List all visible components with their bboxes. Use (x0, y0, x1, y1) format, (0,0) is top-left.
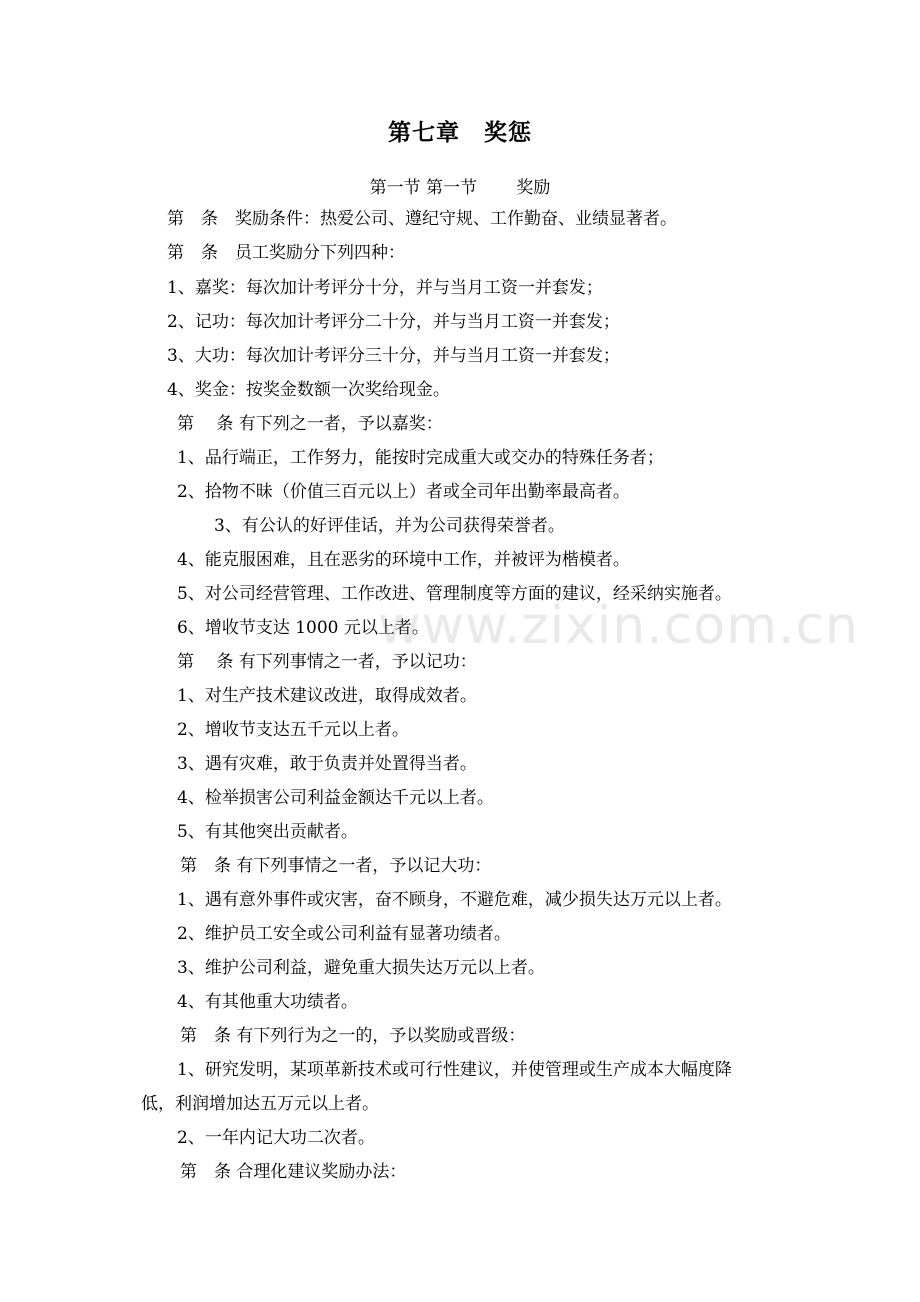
list-item: 2、增收节支达五千元以上者。 (177, 720, 409, 740)
article-line: 第 条 有下列事情之一者，予以记功： (177, 652, 477, 672)
list-item: 1、遇有意外事件或灾害，奋不顾身，不避危难，减少损失达万元以上者。 (177, 890, 732, 910)
list-item: 2、一年内记大功二次者。 (177, 1128, 375, 1148)
list-item: 1、品行端正，工作努力，能按时完成重大或交办的特殊任务者； (177, 448, 664, 468)
list-item: 1、对生产技术建议改进，取得成效者。 (177, 686, 477, 706)
article-line: 第 条 合理化建议奖励办法： (180, 1162, 407, 1182)
chapter-title: 第七章 奖惩 (388, 120, 532, 146)
article-line: 第 条 奖励条件：热爱公司、遵纪守规、工作勤奋、业绩显著者。 (167, 209, 677, 229)
watermark: www.zixin.com.cn (378, 596, 859, 656)
list-item: 5、有其他突出贡献者。 (177, 822, 358, 842)
article-line: 第 条 员工奖励分下列四种： (167, 243, 405, 263)
article-line: 第 条 有下列事情之一者，予以记大功： (180, 856, 492, 876)
list-item: 3、维护公司利益，避免重大损失达万元以上者。 (177, 958, 545, 978)
list-item-continuation: 低，利润增加达五万元以上者。 (141, 1094, 379, 1114)
list-item: 3、遇有灾难，敢于负责并处置得当者。 (177, 754, 477, 774)
article-line: 第 条 有下列行为之一的，予以奖励或晋级： (180, 1026, 526, 1046)
list-item: 6、增收节支达 1000 元以上者。 (177, 618, 429, 638)
list-item: 3、有公认的好评佳话，并为公司获得荣誉者。 (214, 516, 565, 536)
list-item: 2、维护员工安全或公司利益有显著功绩者。 (177, 924, 511, 944)
list-item: 4、检举损害公司利益金额达千元以上者。 (177, 788, 494, 808)
list-item: 2、拾物不昧（价值三百元以上）者或全司年出勤率最高者。 (177, 482, 630, 502)
list-item: 4、奖金：按奖金数额一次奖给现金。 (167, 380, 450, 400)
article-line: 第 条 有下列之一者，予以嘉奖： (177, 414, 443, 434)
list-item: 4、有其他重大功绩者。 (177, 992, 358, 1012)
list-item: 1、研究发明，某项革新技术或可行性建议，并使管理或生产成本大幅度降 (177, 1060, 732, 1080)
list-item: 4、能克服困难，且在恶劣的环境中工作，并被评为楷模者。 (177, 550, 630, 570)
list-item: 1、嘉奖：每次加计考评分十分，并与当月工资一并套发； (167, 278, 603, 298)
section-title: 第一节 第一节 奖励 (369, 178, 551, 198)
list-item: 2、记功：每次加计考评分二十分，并与当月工资一并套发； (167, 312, 620, 332)
list-item: 3、大功：每次加计考评分三十分，并与当月工资一并套发； (167, 346, 620, 366)
list-item: 5、对公司经营管理、工作改进、管理制度等方面的建议，经采纳实施者。 (177, 584, 732, 604)
